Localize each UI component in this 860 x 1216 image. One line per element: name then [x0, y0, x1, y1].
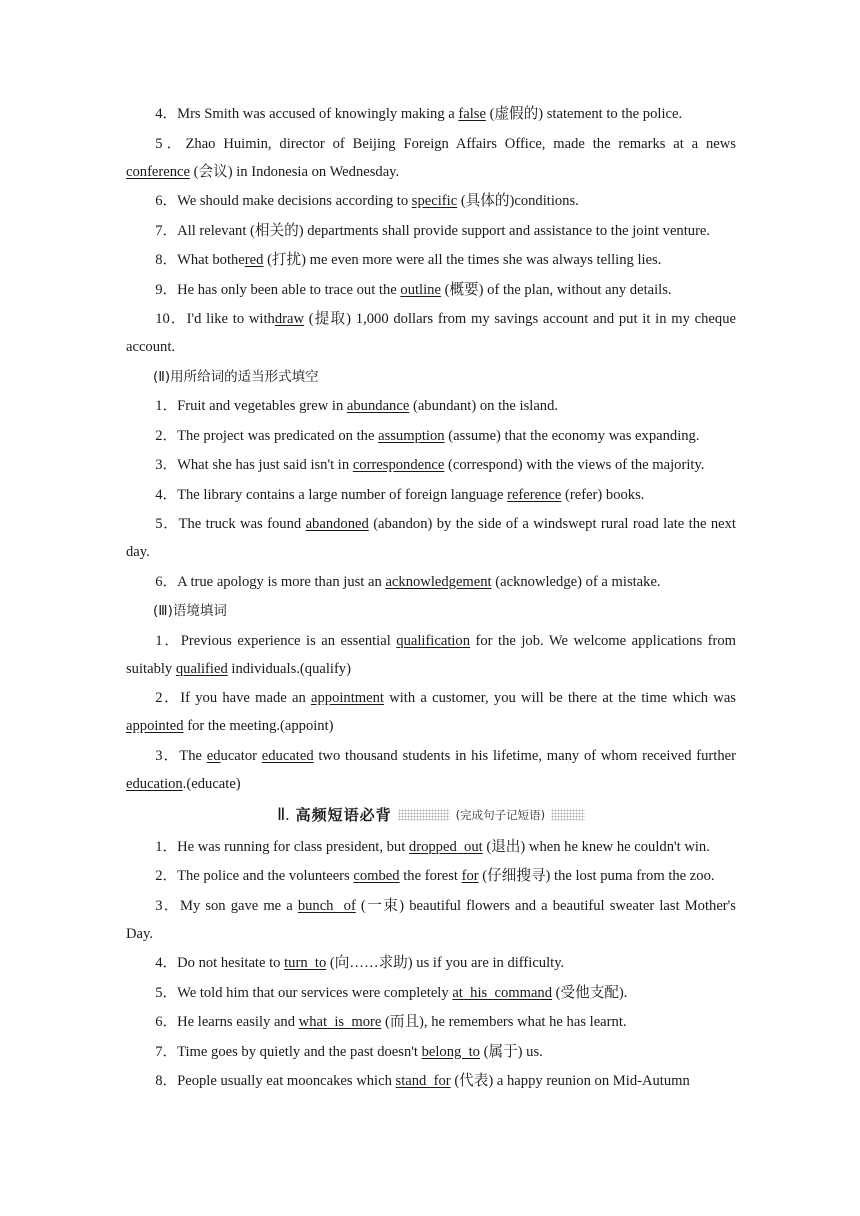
answer-blank: combed: [353, 868, 400, 884]
list-item: [126, 1008, 736, 1036]
item-number: 5．: [155, 135, 186, 152]
answer-blank: appointment: [311, 690, 384, 706]
item-text: elevant: [204, 222, 247, 239]
item-text: I'd like to with: [186, 311, 275, 327]
item-number: 4．: [155, 106, 178, 122]
item-text: with a customer, you will be there at the time which was: [383, 690, 736, 706]
list-item: [126, 100, 736, 128]
item-number: 6．: [155, 1014, 178, 1030]
list-item: [126, 130, 736, 186]
list-item: [126, 892, 736, 948]
document-content: [126, 100, 736, 1097]
answer-blank: red: [244, 252, 264, 268]
item-number: 2．: [155, 690, 181, 706]
answer-blank: stand for: [395, 1073, 451, 1089]
item-text: He has only been able to trace out the: [177, 281, 401, 298]
item-number: 6．: [155, 573, 178, 590]
answer-blank: abandoned: [305, 516, 369, 532]
item-text: The police and the volunteers: [177, 868, 354, 884]
item-text: What bothe: [177, 252, 245, 268]
item-text: He learns easily and: [177, 1014, 299, 1030]
list-item: [126, 833, 736, 861]
item-number: 8．: [155, 252, 178, 268]
answer-blank: ed: [206, 747, 221, 764]
item-text: A true apology is more than just an: [177, 573, 386, 590]
list-item: [126, 627, 736, 683]
item-text: (属于) us.: [479, 1043, 543, 1060]
answer-blank: specific: [411, 193, 458, 209]
item-text: (abandon) by the side of a windswept rural road late the next day.: [126, 516, 736, 560]
item-text: Previous experience is an essential: [180, 632, 397, 649]
item-text: (abundant) on the island.: [409, 398, 559, 414]
answer-blank: conference: [126, 163, 190, 180]
list-item: [126, 246, 736, 274]
item-text: (代表) a happy reunion on Mid-Autumn: [450, 1073, 690, 1089]
item-number: 1．: [155, 398, 178, 414]
answer-blank: outline: [400, 281, 441, 298]
item-text: (一束) beautiful flowers and a beautiful sweater last Mother's Day.: [126, 897, 736, 942]
item-text: The project was predicated on the: [177, 427, 379, 444]
item-number: 8．: [155, 1073, 178, 1089]
item-text: (概要) of the plan, without any details.: [440, 281, 672, 298]
answer-blank: acknowledgement: [385, 573, 492, 590]
item-text: (refer) books.: [561, 486, 645, 503]
section-subtitle: (完成句子记短语): [455, 807, 546, 822]
item-number: 1．: [155, 838, 178, 855]
answer-blank: bunch of: [297, 897, 356, 914]
list-item: [126, 187, 736, 215]
list-item: [126, 979, 736, 1007]
answer-blank: for: [461, 868, 479, 884]
answer-blank: assumption: [378, 427, 445, 444]
item-text: Do not hesitate to: [177, 955, 285, 971]
answer-blank: correspondence: [352, 457, 445, 473]
item-number: 3．: [155, 897, 180, 914]
item-text: (虚假的) statement to the police.: [485, 106, 683, 122]
list-item: [126, 305, 736, 361]
answer-blank: education: [126, 775, 183, 792]
list-item: [126, 862, 736, 890]
answer-blank: appointed: [126, 718, 184, 734]
item-text: My son gave me a: [179, 897, 298, 914]
item-text: (会议) in Indonesia on Wednesday.: [190, 163, 400, 180]
answer-blank: educated: [261, 747, 314, 764]
list-item: [126, 684, 736, 740]
item-text: He was running for class president, but: [177, 838, 409, 855]
answer-blank: belong to: [421, 1043, 480, 1060]
item-text: (受他支配).: [552, 984, 628, 1001]
item-text: All r: [177, 222, 205, 239]
list-item: [126, 276, 736, 304]
item-text: The: [179, 747, 207, 764]
item-text: (退出) when he knew he couldn't win.: [482, 838, 710, 855]
section-title: [126, 800, 736, 830]
item-text: (assume) that the economy was expanding.: [444, 427, 700, 444]
dotted-decoration: [551, 809, 585, 821]
answer-blank: qualified: [175, 660, 228, 677]
item-text: We told him that our services were completely: [177, 984, 453, 1001]
item-text: The truck was found: [178, 516, 306, 532]
item-text: .(educate): [182, 775, 241, 792]
item-text: We should make decisions according to: [177, 193, 412, 209]
answer-blank: abundance: [346, 398, 410, 414]
item-number: 3．: [155, 747, 180, 764]
section-number: Ⅱ.: [276, 804, 290, 824]
item-text: individuals.(qualify): [227, 660, 351, 677]
item-text: Mrs Smith was accused of knowingly making a: [177, 106, 459, 122]
list-item: [126, 1067, 736, 1095]
list-item: [126, 510, 736, 566]
item-number: 1．: [155, 632, 181, 649]
item-text: (提取) 1,000 dollars from my savings account and put it in my cheque account.: [126, 311, 736, 355]
answer-blank: draw: [274, 311, 305, 327]
item-text: People usually eat mooncakes which: [177, 1073, 396, 1089]
list-item: [126, 568, 736, 596]
item-text: for the meeting.(appoint): [183, 718, 334, 734]
item-number: 7．: [155, 1043, 178, 1060]
list-item: [126, 217, 736, 245]
item-text: (仔细搜寻) the lost puma from the zoo.: [478, 868, 715, 884]
list-item: [126, 742, 736, 798]
item-text: (向……求助) us if you are in difficulty.: [326, 955, 565, 971]
section-title-text: 高频短语必背: [295, 805, 392, 824]
item-text: ucator: [220, 747, 262, 764]
item-text: (相关的) departments shall provide support and assistance to the joint venture.: [246, 222, 711, 239]
item-number: 10．: [155, 311, 187, 327]
answer-blank: dropped out: [408, 838, 483, 855]
list-item: [126, 481, 736, 509]
list-item: [126, 949, 736, 977]
item-number: 6．: [155, 193, 178, 209]
item-number: 5．: [155, 516, 179, 532]
item-text: for the job. We welcome applications from suitably: [126, 632, 736, 677]
answer-blank: reference: [507, 486, 562, 503]
item-text: (acknowledge) of a mistake.: [491, 573, 661, 590]
item-text: Time goes by quietly and the past doesn't: [177, 1043, 422, 1060]
item-number: 9．: [155, 281, 178, 298]
answer-blank: qualification: [396, 632, 471, 649]
list-item: [126, 1038, 736, 1066]
answer-blank: false: [458, 106, 486, 122]
item-text: the forest: [399, 868, 462, 884]
item-number: 7．: [155, 222, 178, 239]
item-text: (具体的)conditions.: [457, 193, 579, 209]
list-item: [126, 451, 736, 479]
list-item: [126, 392, 736, 420]
item-text: If you have made an: [180, 690, 311, 706]
answer-blank: what is more: [298, 1014, 382, 1030]
item-text: The library contains a large number of foreign language: [177, 486, 508, 503]
section-heading: (Ⅲ)语境填词: [153, 603, 227, 619]
item-text: Zhao Huimin, director of Beijing Foreign Affairs Office, made the remarks at a news: [185, 135, 736, 152]
item-text: (correspond) with the views of the majority.: [444, 457, 705, 473]
item-text: (而且), he remembers what he has learnt.: [381, 1014, 627, 1030]
item-number: 4．: [155, 486, 178, 503]
dotted-decoration: [398, 809, 450, 821]
item-text: Fruit and vegetables grew in: [177, 398, 347, 414]
item-text: two thousand students in his lifetime, many of whom received further: [313, 747, 736, 764]
item-number: 3．: [155, 457, 178, 473]
item-text: What she has just said isn't in: [177, 457, 353, 473]
item-number: 5．: [155, 984, 178, 1001]
item-number: 2．: [155, 868, 178, 884]
answer-blank: turn to: [284, 955, 327, 971]
answer-blank: at his command: [452, 984, 553, 1001]
item-number: 4．: [155, 955, 178, 971]
section-heading: (Ⅱ)用所给词的适当形式填空: [153, 368, 319, 385]
item-number: 2．: [155, 427, 178, 444]
list-item: [126, 422, 736, 450]
item-text: (打扰) me even more were all the times she was always telling lies.: [263, 252, 662, 268]
